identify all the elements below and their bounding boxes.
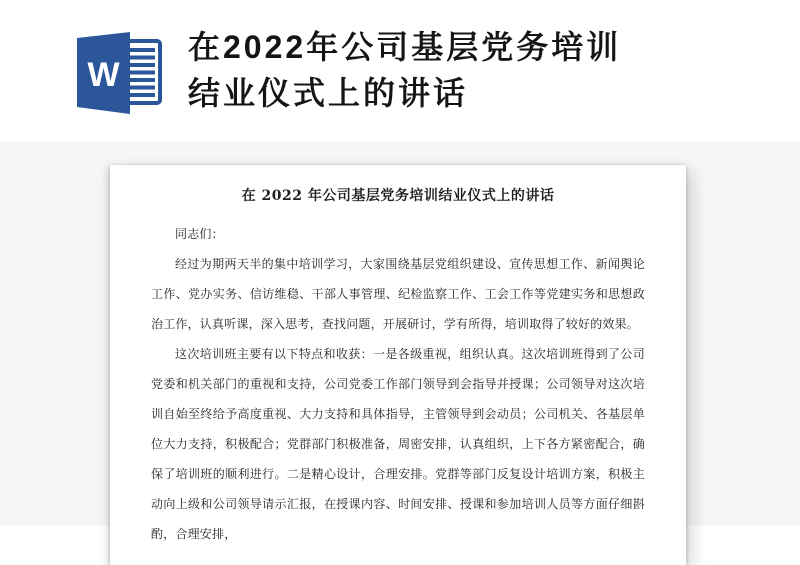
- header: [0, 0, 800, 142]
- document-paragraph-1: 经过为期两天半的集中培训学习，大家围绕基层党组织建设、宣传思想工作、新闻舆论工作、党办实务、信访维稳、干部人事管理、纪检监察工作、工会工作等党建实务和思想政治工作，认真听课，深入思考，查找问题，开展研讨，学有所得，培训取得了较好的效果。: [151, 257, 645, 331]
- document-title: 在 2022 年公司基层党务培训结业仪式上的讲话: [241, 188, 555, 204]
- document-salutation: 同志们：: [175, 227, 224, 241]
- word-file-icon: [77, 32, 163, 114]
- document-preview-area[interactable]: [0, 142, 800, 541]
- page-title-line-1: 在2022年公司基层党务培训: [188, 29, 622, 65]
- document-page: [110, 165, 686, 565]
- page-title-line-2: 结业仪式上的讲话: [188, 75, 469, 111]
- document-paragraph-2: 这次培训班主要有以下特点和收获：一是各级重视，组织认真。这次培训班得到了公司党委和机关部门的重视和支持，公司党委工作部门领导到会指导并授课；公司领导对这次培训自始至终给予高度重视、大力支持和具体指导，主管领导到会动员；公司机关、各基层单位大力支持，积极配合；党群部门积极准备，周密安排，认真组织，上下各方紧密配合，确保了培训班的顺利进行。二是精心设计，合理安排。党群等部门反复设计培训方案，积极主动向上级和公司领导请示汇报，在授课内容、时间安排、授课和参加培训人员等方面仔细斟酌，合理安排，: [151, 347, 645, 541]
- page-title: [188, 24, 621, 116]
- word-icon-letter: W: [87, 56, 120, 94]
